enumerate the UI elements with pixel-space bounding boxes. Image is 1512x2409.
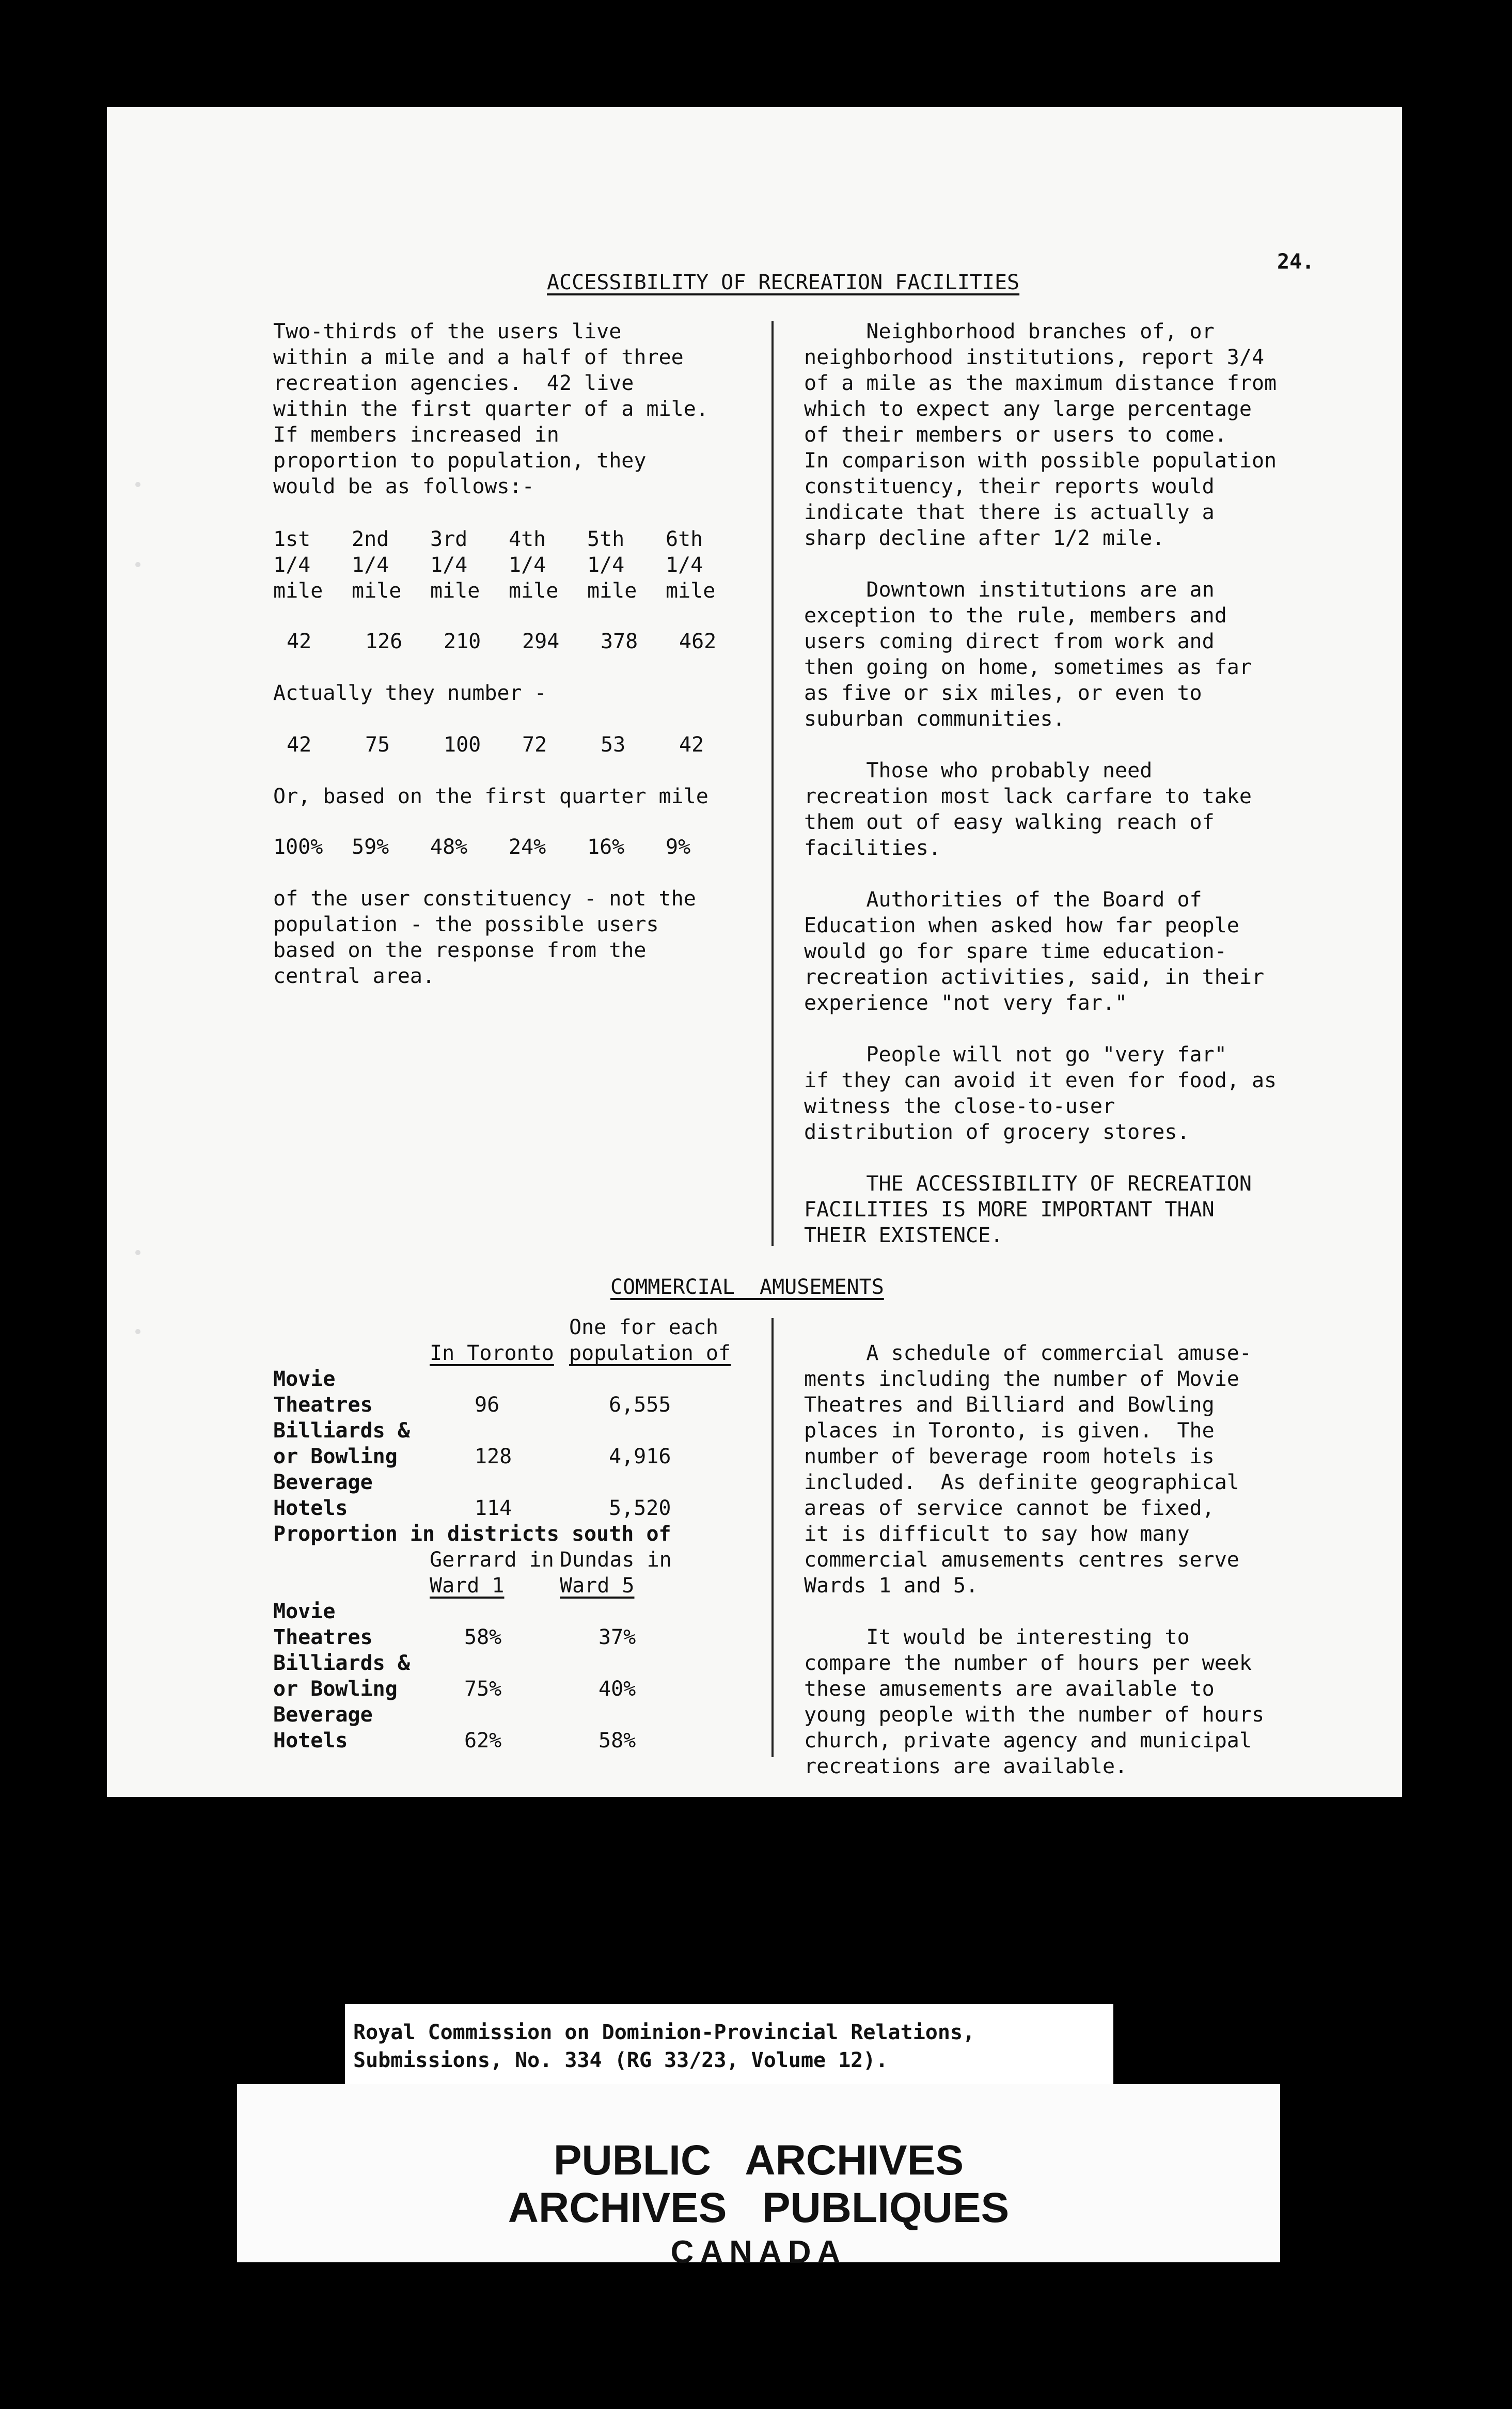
table-cell-v2: 58% <box>598 1729 636 1753</box>
margin-dot <box>135 1250 140 1255</box>
distance-header-cell: 6th <box>666 527 703 551</box>
distance-header-cell: mile <box>666 579 716 603</box>
text-line: young people with the number of hours <box>804 1703 1265 1727</box>
text-line: users coming direct from work and <box>804 630 1215 653</box>
text-line: suburban communities. <box>804 707 1065 731</box>
text-line: ments including the number of Movie <box>804 1367 1239 1391</box>
text-line: based on the response from the <box>273 938 647 962</box>
text-line: witness the close-to-user <box>804 1094 1115 1118</box>
text-line: recreations are available. <box>804 1755 1128 1778</box>
table2-col1-header-line2: Ward 1 <box>430 1574 505 1598</box>
page-number: 24. <box>1277 250 1315 274</box>
value-cell: 462 <box>679 630 717 653</box>
text-line: within the first quarter of a mile. <box>273 397 708 421</box>
distance-header-cell: 2nd <box>352 527 389 551</box>
distance-header-cell: 5th <box>587 527 625 551</box>
archive-stamp <box>237 2084 1280 2270</box>
text-line: proportion to population, they <box>273 449 647 473</box>
right-column-section2 <box>804 1340 1264 1805</box>
table1-col2-header-line2: population of <box>569 1341 731 1365</box>
text-line: distribution of grocery stores. <box>804 1120 1190 1144</box>
distance-header-cell: 1/4 <box>352 553 389 577</box>
distance-header-cell: 1/4 <box>666 553 703 577</box>
margin-dot <box>135 562 140 567</box>
table-cell-v1: 114 <box>475 1496 512 1520</box>
text-line: would go for spare time education- <box>804 940 1227 963</box>
archive-label-line2: Submissions, No. 334 (RG 33/23, Volume 12). <box>353 2048 888 2072</box>
distance-header-cell: mile <box>273 579 323 603</box>
text-line: church, private agency and municipal <box>804 1729 1252 1753</box>
text-line: as five or six miles, or even to <box>804 681 1202 705</box>
text-line: it is difficult to say how many <box>804 1522 1190 1546</box>
text-line: areas of service cannot be fixed, <box>804 1496 1215 1520</box>
text-line: Downtown institutions are an <box>804 578 1215 602</box>
table-cell-label2: Hotels <box>273 1496 348 1520</box>
text-line: places in Toronto, is given. The <box>804 1419 1215 1443</box>
text-line: recreation activities, said, in their <box>804 965 1265 989</box>
text-line: within a mile and a half of three <box>273 346 684 369</box>
text-line: them out of easy walking reach of <box>804 810 1215 834</box>
distance-header-cell: mile <box>430 579 480 603</box>
distance-header-cell: 1/4 <box>509 553 546 577</box>
table-cell-label1: Billiards & <box>273 1419 410 1443</box>
value-cell: 210 <box>444 630 481 653</box>
paragraph <box>804 1042 1277 1145</box>
actual-number-label: Actually they number - <box>273 681 547 705</box>
text-line: If members increased in <box>273 423 559 447</box>
value-cell: 72 <box>522 733 547 757</box>
text-line: facilities. <box>804 836 941 860</box>
paragraph <box>804 319 1277 551</box>
text-line: THE ACCESSIBILITY OF RECREATION <box>804 1172 1252 1196</box>
value-cell: 75 <box>365 733 390 757</box>
value-cell: 59% <box>352 835 389 859</box>
column-divider-2 <box>771 1318 774 1757</box>
text-line: experience "not very far." <box>804 991 1128 1015</box>
table-cell-v2: 5,520 <box>609 1496 671 1520</box>
paragraph <box>804 1340 1264 1599</box>
text-line: then going on home, sometimes as far <box>804 655 1252 679</box>
value-cell: 378 <box>601 630 638 653</box>
distance-header-cell: mile <box>587 579 637 603</box>
value-cell: 16% <box>587 835 625 859</box>
text-line: Two-thirds of the users live <box>273 320 622 343</box>
archive-label-line1: Royal Commission on Dominion-Provincial Relations, <box>353 2021 975 2044</box>
percent-label: Or, based on the first quarter mile <box>273 785 708 808</box>
text-line: would be as follows:- <box>273 475 534 498</box>
table-cell-v1: 75% <box>464 1677 502 1701</box>
text-line: Theatres and Billiard and Bowling <box>804 1393 1215 1417</box>
text-line: Authorities of the Board of <box>804 888 1202 912</box>
section-title-commercial: COMMERCIAL AMUSEMENTS <box>610 1275 884 1299</box>
value-cell: 100% <box>273 835 323 859</box>
text-line: It would be interesting to <box>804 1625 1190 1649</box>
text-line: these amusements are available to <box>804 1677 1215 1701</box>
value-cell: 42 <box>679 733 704 757</box>
text-line: indicate that there is actually a <box>804 500 1215 524</box>
stamp-line2: ARCHIVES PUBLIQUES <box>508 2184 1010 2231</box>
table-cell-label2: or Bowling <box>273 1445 398 1468</box>
value-cell: 9% <box>666 835 691 859</box>
text-line: recreation agencies. 42 live <box>273 371 634 395</box>
table2-heading: Proportion in districts south of <box>273 1522 671 1546</box>
distance-header-cell: 1/4 <box>587 553 625 577</box>
paragraph <box>804 887 1277 1016</box>
text-line: commercial amusements centres serve <box>804 1548 1239 1572</box>
value-cell: 126 <box>365 630 403 653</box>
table-cell-v2: 37% <box>598 1625 636 1649</box>
distance-header-grid <box>273 526 744 604</box>
text-line: of their members or users to come. <box>804 423 1227 447</box>
text-line: included. As definite geographical <box>804 1471 1239 1494</box>
table-cell-v1: 62% <box>464 1729 502 1753</box>
table1-col2-header-line1: One for each <box>569 1316 718 1339</box>
table-cell-label1: Movie <box>273 1367 336 1391</box>
table2-col2-header-line2: Ward 5 <box>560 1574 635 1598</box>
margin-dot <box>135 482 140 487</box>
text-line: population - the possible users <box>273 913 659 936</box>
text-line: In comparison with possible population <box>804 449 1277 473</box>
table-cell-label1: Movie <box>273 1600 336 1623</box>
percent-row <box>273 834 744 860</box>
text-line: constituency, their reports would <box>804 475 1215 498</box>
table2-col2-header-line1: Dundas in <box>560 1548 672 1572</box>
table-cell-v2: 4,916 <box>609 1445 671 1468</box>
table-cell-label1: Beverage <box>273 1703 373 1727</box>
text-line: neighborhood institutions, report 3/4 <box>804 346 1265 369</box>
text-line: sharp decline after 1/2 mile. <box>804 526 1165 550</box>
value-cell: 53 <box>601 733 626 757</box>
distance-header-cell: 4th <box>509 527 546 551</box>
table-cell-label2: Hotels <box>273 1729 348 1753</box>
text-line: FACILITIES IS MORE IMPORTANT THAN <box>804 1198 1215 1222</box>
text-line: if they can avoid it even for food, as <box>804 1069 1277 1092</box>
text-line: Education when asked how far people <box>804 914 1239 937</box>
document-page <box>107 107 1402 1797</box>
text-line: which to expect any large percentage <box>804 397 1252 421</box>
text-line: exception to the rule, members and <box>804 604 1227 628</box>
table2-col1-header-line1: Gerrard in <box>430 1548 554 1572</box>
right-column-section1 <box>804 319 1277 1274</box>
distance-header-cell: 1st <box>273 527 311 551</box>
text-line: of a mile as the maximum distance from <box>804 371 1277 395</box>
value-cell: 42 <box>287 630 312 653</box>
text-line: compare the number of hours per week <box>804 1651 1252 1675</box>
archive-reference-label <box>345 2004 1113 2086</box>
text-line: recreation most lack carfare to take <box>804 785 1252 808</box>
paragraph <box>804 1624 1264 1779</box>
margin-dot <box>135 1329 140 1334</box>
paragraph <box>804 758 1277 861</box>
table-cell-v1: 58% <box>464 1625 502 1649</box>
stamp-line3: CANADA <box>670 2234 847 2270</box>
text-line: THEIR EXISTENCE. <box>804 1224 1003 1247</box>
distance-header-cell: 1/4 <box>430 553 468 577</box>
distance-header-cell: 3rd <box>430 527 468 551</box>
table-cell-label2: Theatres <box>273 1393 373 1417</box>
left-intro-paragraph <box>273 319 708 499</box>
table-cell-label1: Billiards & <box>273 1651 410 1675</box>
expected-members-row <box>287 629 758 654</box>
text-line: of the user constituency - not the <box>273 887 696 911</box>
table-cell-v1: 128 <box>475 1445 512 1468</box>
distance-header-cell: mile <box>352 579 402 603</box>
paragraph <box>804 577 1277 732</box>
distance-header-cell: mile <box>509 579 559 603</box>
value-cell: 100 <box>444 733 481 757</box>
table1-col1-header: In Toronto <box>430 1341 554 1365</box>
column-divider-1 <box>771 321 774 1246</box>
actual-members-row <box>287 732 758 758</box>
value-cell: 24% <box>509 835 546 859</box>
text-line: A schedule of commercial amuse- <box>804 1341 1252 1365</box>
left-outro-paragraph <box>273 886 696 989</box>
section-title-accessibility: ACCESSIBILITY OF RECREATION FACILITIES <box>547 271 1020 294</box>
table-cell-label2: or Bowling <box>273 1677 398 1701</box>
stamp-line1: PUBLIC ARCHIVES <box>553 2137 964 2184</box>
value-cell: 42 <box>287 733 312 757</box>
value-cell: 48% <box>430 835 468 859</box>
paragraph <box>804 1171 1277 1248</box>
text-line: Neighborhood branches of, or <box>804 320 1215 343</box>
text-line: People will not go "very far" <box>804 1043 1227 1067</box>
text-line: Wards 1 and 5. <box>804 1574 979 1598</box>
table-cell-label2: Theatres <box>273 1625 373 1649</box>
table-cell-label1: Beverage <box>273 1471 373 1494</box>
table-cell-v2: 40% <box>598 1677 636 1701</box>
value-cell: 294 <box>522 630 560 653</box>
table-cell-v2: 6,555 <box>609 1393 671 1417</box>
text-line: central area. <box>273 964 435 988</box>
text-line: Those who probably need <box>804 759 1153 783</box>
text-line: number of beverage room hotels is <box>804 1445 1215 1468</box>
table-cell-v1: 96 <box>475 1393 500 1417</box>
distance-header-cell: 1/4 <box>273 553 311 577</box>
